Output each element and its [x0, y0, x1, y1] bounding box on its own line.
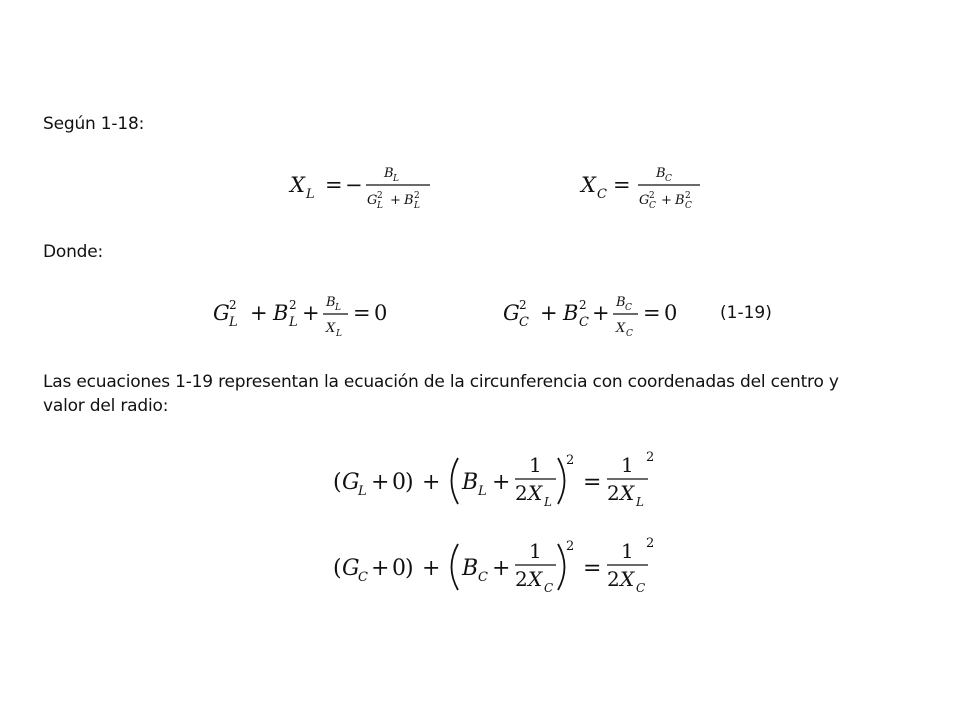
equation-xc [579, 166, 700, 211]
circle-equation-l [333, 450, 654, 509]
eq19c-num-b: B [616, 295, 626, 310]
xl-den-g: G [367, 193, 378, 208]
cc-g-sub: C [358, 570, 368, 585]
where-text: Donde: [43, 242, 104, 262]
cc-big-rparen [558, 544, 565, 590]
cc-frac1-den-sub: C [544, 581, 554, 595]
xl-x: X [290, 173, 305, 197]
equation-xl [288, 166, 430, 211]
equation-label-1-19: (1-19) [720, 303, 772, 323]
xc-den-b: B [675, 193, 685, 208]
xl-den-b: B [404, 193, 414, 208]
eq19c-equals: = [643, 301, 661, 325]
cl-rparen: ) [405, 470, 414, 495]
cc-rparen: ) [405, 556, 414, 581]
cc-sup1: 2 [566, 539, 575, 554]
cc-big-lparen [452, 544, 459, 590]
cl-frac1-den-sub: L [544, 495, 552, 509]
eq19c-den-x: X [616, 321, 626, 336]
xc-den-b-sub: C [685, 201, 692, 211]
cl-b: B [462, 470, 479, 495]
eq19l-equals: = [353, 301, 371, 325]
eq19c-plus1: + [540, 301, 558, 325]
xc-num-b: B [656, 166, 666, 181]
eq19l-plus1: + [250, 301, 268, 325]
cl-plus3: + [492, 470, 511, 495]
cl-sup2: 2 [646, 450, 655, 465]
cc-b: B [462, 556, 479, 581]
cc-frac2-den-2: 2 [607, 567, 620, 591]
eq19c-zero: 0 [664, 301, 678, 325]
cc-g: G [342, 556, 360, 581]
cl-plus1: + [371, 470, 390, 495]
cc-frac1-den-2: 2 [515, 567, 528, 591]
xc-den-plus: + [661, 193, 672, 208]
eq19c-g-sup: 2 [519, 298, 527, 312]
eq19l-zero: 0 [374, 301, 388, 325]
cl-b-sub: L [478, 484, 487, 499]
cl-zero: 0 [392, 470, 406, 495]
xl-minus: − [345, 173, 363, 197]
xl-equals: = [325, 173, 343, 197]
cc-frac2-num: 1 [621, 539, 634, 563]
eq19l-g-sup: 2 [229, 298, 237, 312]
cc-frac1-num: 1 [529, 539, 542, 563]
equation-1-19-c [503, 295, 677, 339]
xc-den-g: G [639, 193, 650, 208]
eq19l-den-sub: L [336, 329, 342, 339]
xl-den-plus: + [390, 193, 401, 208]
xl-num-b: B [384, 166, 394, 181]
xc-sub: C [597, 187, 607, 202]
cl-big-lparen [452, 458, 459, 504]
cl-plus2: + [422, 470, 441, 495]
xl-den-g-sup: 2 [377, 191, 383, 201]
eq19c-g-sub: C [519, 315, 529, 330]
xc-num-sub: C [665, 174, 672, 184]
eq19c-den-sub: C [626, 329, 633, 339]
cl-frac2-den-x: X [620, 481, 635, 505]
xc-den-b-sup: 2 [685, 191, 691, 201]
circle-equation-c [333, 536, 654, 595]
cc-plus3: + [492, 556, 511, 581]
cc-frac1-den-x: X [528, 567, 543, 591]
eq19l-g: G [213, 301, 230, 325]
xc-den-g-sub: C [649, 201, 656, 211]
eq19l-g-sub: L [229, 315, 238, 330]
cc-frac2-den-x: X [620, 567, 635, 591]
cl-sup1: 2 [566, 453, 575, 468]
cl-lparen: ( [333, 470, 342, 495]
cc-frac2-den-sub: C [636, 581, 646, 595]
eq19l-b: B [273, 301, 289, 325]
cl-frac1-den-2: 2 [515, 481, 528, 505]
eq19c-b: B [563, 301, 579, 325]
cc-plus1: + [371, 556, 390, 581]
cc-zero: 0 [392, 556, 406, 581]
eq19c-plus2: + [592, 301, 610, 325]
eq19l-b-sup: 2 [289, 298, 297, 312]
cc-plus2: + [422, 556, 441, 581]
xl-num-sub: L [393, 174, 399, 184]
eq19l-den-x: X [326, 321, 336, 336]
eq19l-num-sub: L [335, 303, 341, 313]
cc-lparen: ( [333, 556, 342, 581]
eq19c-g: G [503, 301, 520, 325]
intro-text: Según 1-18: [43, 114, 145, 134]
xl-sub: L [306, 187, 315, 202]
xc-den-g-sup: 2 [649, 191, 655, 201]
cl-g: G [342, 470, 360, 495]
equation-1-19-l [213, 295, 387, 339]
eq19l-num-b: B [326, 295, 336, 310]
cl-frac1-num: 1 [529, 453, 542, 477]
eq19c-num-sub: C [625, 303, 632, 313]
xc-x: X [581, 173, 596, 197]
cl-frac2-den-2: 2 [607, 481, 620, 505]
cl-frac2-den-sub: L [636, 495, 644, 509]
eq19l-plus2: + [302, 301, 320, 325]
cl-frac1-den-x: X [528, 481, 543, 505]
xl-den-b-sub: L [414, 201, 420, 211]
eq19c-b-sub: C [579, 315, 589, 330]
description-line-1: Las ecuaciones 1-19 representan la ecuación de la circunferencia con coordenadas del centro y [43, 372, 839, 392]
eq19c-b-sup: 2 [579, 298, 587, 312]
cc-b-sub: C [478, 570, 488, 585]
cl-g-sub: L [358, 484, 367, 499]
eq19l-b-sub: L [289, 315, 298, 330]
description-line-2: valor del radio: [43, 396, 169, 416]
cl-frac2-num: 1 [621, 453, 634, 477]
cc-equals: = [583, 556, 602, 581]
cl-equals: = [583, 470, 602, 495]
xc-equals: = [613, 173, 631, 197]
xl-den-g-sub: L [377, 201, 383, 211]
cc-sup2: 2 [646, 536, 655, 551]
xl-den-b-sup: 2 [414, 191, 420, 201]
cl-big-rparen [558, 458, 565, 504]
